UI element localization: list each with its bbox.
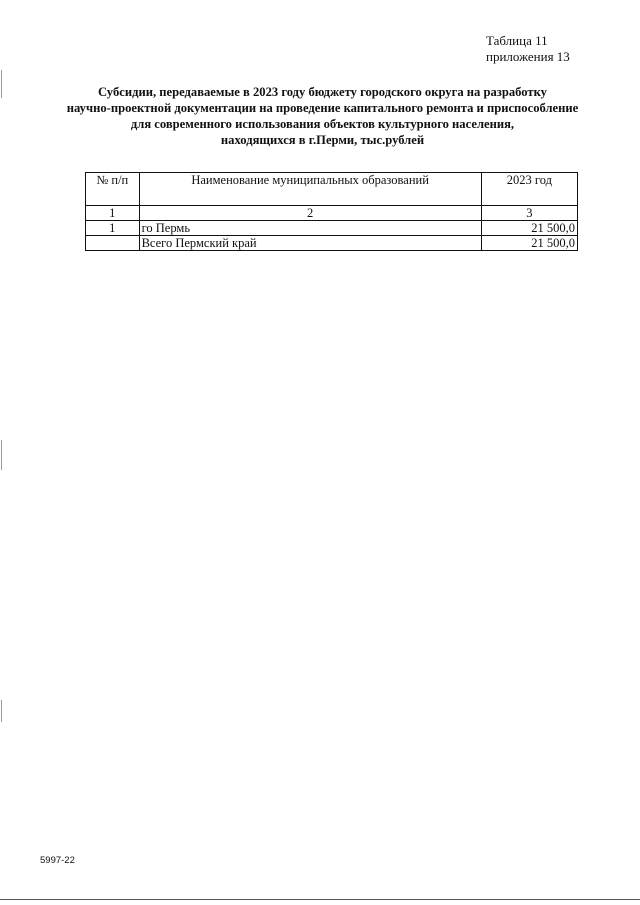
reference-appendix: приложения 13 <box>486 49 570 64</box>
document-number: 5997-22 <box>40 855 75 866</box>
page-bottom-edge <box>0 899 640 900</box>
table-total-row <box>86 236 578 251</box>
scan-artifact <box>1 70 2 98</box>
table-index-row <box>86 206 578 221</box>
title-line: научно-проектной документации на проведение капитального ремонта и приспособление <box>66 101 579 115</box>
header-number: № п/п <box>86 173 140 206</box>
title-line: находящихся в г.Перми, тыс.рублей <box>220 133 425 147</box>
table-reference <box>486 33 570 65</box>
table-header-row <box>86 173 578 206</box>
index-cell: 1 <box>86 206 140 221</box>
reference-table-number: Таблица 11 <box>486 33 548 48</box>
row-municipality: Всего Пермский край <box>139 236 481 251</box>
header-municipality: Наименование муниципальных образований <box>139 173 481 206</box>
row-number: 1 <box>86 221 140 236</box>
scan-artifact <box>1 440 2 470</box>
header-year: 2023 год <box>481 173 577 206</box>
document-title <box>60 84 585 148</box>
scan-artifact <box>1 700 2 722</box>
index-cell: 3 <box>481 206 577 221</box>
row-number <box>86 236 140 251</box>
row-value: 21 500,0 <box>481 236 577 251</box>
subsidy-table <box>85 172 578 251</box>
title-line: для современного использования объектов культурного населения, <box>130 117 515 131</box>
row-value: 21 500,0 <box>481 221 577 236</box>
title-line: Субсидии, передаваемые в 2023 году бюджету городского округа на разработку <box>98 85 547 99</box>
index-cell: 2 <box>139 206 481 221</box>
table-row <box>86 221 578 236</box>
row-municipality: го Пермь <box>139 221 481 236</box>
